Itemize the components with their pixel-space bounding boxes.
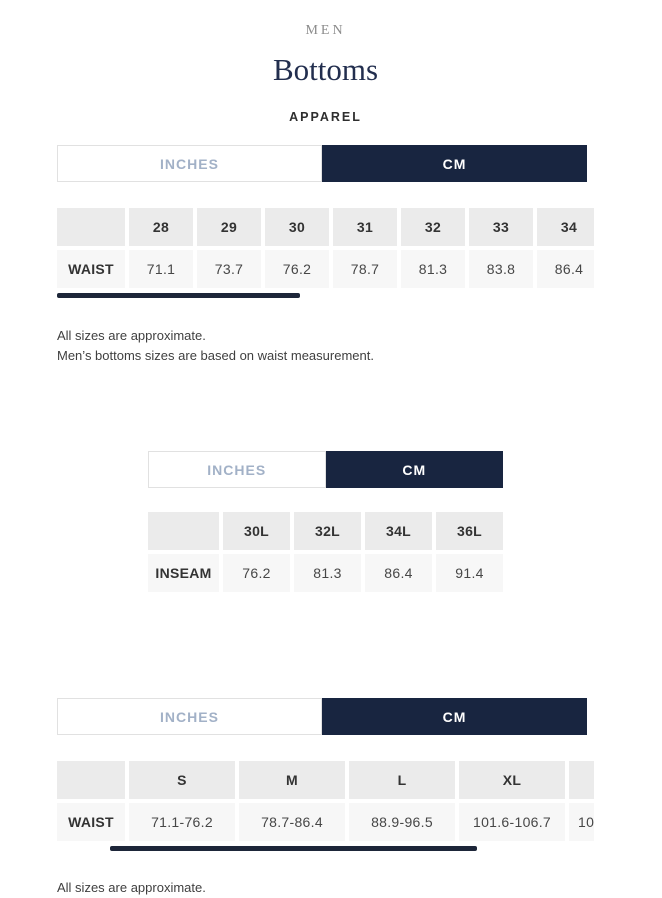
measurement-cell: 91.4: [436, 554, 503, 592]
measurement-cell: 81.3: [401, 250, 465, 288]
size-header-cell: M: [239, 761, 345, 799]
measurement-cell: 88.9-96.5: [349, 803, 455, 841]
row-label-cell: WAIST: [57, 250, 125, 288]
size-header-cell: [569, 761, 594, 799]
page-title: Bottoms: [272, 52, 379, 87]
corner-cell: [57, 761, 125, 799]
measurement-cell: 101.6-106.7: [459, 803, 565, 841]
cm-tab[interactable]: CM: [326, 451, 504, 488]
inches-tab[interactable]: INCHES: [148, 451, 326, 488]
note-sizes-approximate: All sizes are approximate.: [57, 880, 206, 895]
corner-cell: [57, 208, 125, 246]
size-header-cell: L: [349, 761, 455, 799]
category-label: MEN: [305, 23, 346, 38]
cm-tab[interactable]: CM: [322, 145, 587, 182]
row-label-cell: INSEAM: [148, 554, 219, 592]
unit-toggle-1: [57, 145, 587, 182]
table-header-row: [148, 512, 503, 550]
size-header-cell: 28: [129, 208, 193, 246]
note-sizes-approximate: All sizes are approximate.: [57, 328, 206, 343]
size-header-cell: XL: [459, 761, 565, 799]
measurement-cell: 86.4: [365, 554, 432, 592]
horizontal-scrollbar-track: [57, 293, 594, 298]
size-header-cell: 30L: [223, 512, 290, 550]
size-header-cell: 36L: [436, 512, 503, 550]
measurement-cell: 83.8: [469, 250, 533, 288]
measurement-cell: 73.7: [197, 250, 261, 288]
size-header-cell: S: [129, 761, 235, 799]
table-header-row: [57, 208, 594, 246]
waist-letter-table: [57, 761, 594, 841]
section-label: APPAREL: [289, 110, 362, 124]
cm-tab[interactable]: CM: [322, 698, 587, 735]
measurement-cell: 81.3: [294, 554, 361, 592]
table-data-row: [57, 250, 594, 288]
inches-tab[interactable]: INCHES: [57, 145, 322, 182]
corner-cell: [148, 512, 219, 550]
waist-size-table: [57, 208, 594, 288]
measurement-cell: 71.1: [129, 250, 193, 288]
size-header-cell: 32: [401, 208, 465, 246]
table-data-row: [148, 554, 503, 592]
row-label-cell: WAIST: [57, 803, 125, 841]
waist-size-table-viewport[interactable]: [57, 208, 594, 292]
measurement-cell: 10: [569, 803, 594, 841]
table-header-row: [57, 761, 594, 799]
waist-letter-table-viewport[interactable]: [57, 761, 594, 845]
note-waist-basis: Men’s bottoms sizes are based on waist measurement.: [57, 348, 374, 363]
size-header-cell: 30: [265, 208, 329, 246]
size-header-cell: 29: [197, 208, 261, 246]
unit-toggle-2: [148, 451, 503, 488]
measurement-cell: 76.2: [223, 554, 290, 592]
measurement-cell: 78.7-86.4: [239, 803, 345, 841]
size-header-cell: 33: [469, 208, 533, 246]
horizontal-scrollbar-thumb[interactable]: [110, 846, 477, 851]
inseam-table: [148, 512, 503, 592]
size-header-cell: 32L: [294, 512, 361, 550]
measurement-cell: 76.2: [265, 250, 329, 288]
measurement-cell: 86.4: [537, 250, 594, 288]
size-header-cell: 31: [333, 208, 397, 246]
inseam-table-viewport: [148, 512, 503, 596]
horizontal-scrollbar-thumb[interactable]: [57, 293, 300, 298]
size-guide-page: [57, 0, 594, 898]
horizontal-scrollbar-track: [57, 846, 594, 851]
unit-toggle-3: [57, 698, 587, 735]
size-header-cell: 34: [537, 208, 594, 246]
inches-tab[interactable]: INCHES: [57, 698, 322, 735]
measurement-cell: 78.7: [333, 250, 397, 288]
measurement-cell: 71.1-76.2: [129, 803, 235, 841]
size-header-cell: 34L: [365, 512, 432, 550]
table-data-row: [57, 803, 594, 841]
